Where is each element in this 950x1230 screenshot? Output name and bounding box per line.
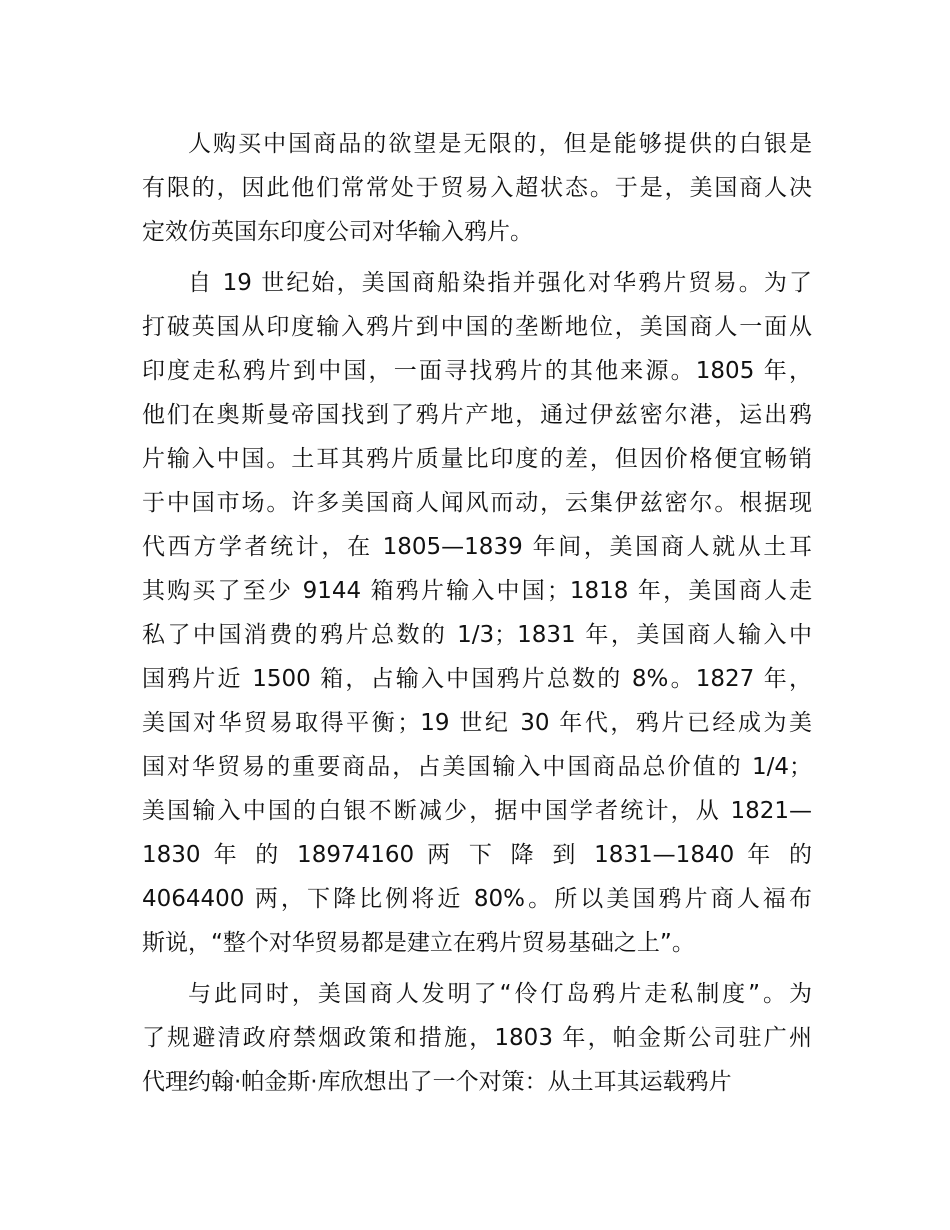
text-line: 人购买中国商品的欲望是无限的，但是能够提供的白银是 [188, 131, 812, 157]
text-line: 打破英国从印度输入鸦片到中国的垄断地位，美国商人一面从 [142, 314, 812, 340]
body-text [142, 122, 812, 1111]
text-line: 代理约翰·帕金斯·库欣想出了一个对策：从土耳其运载鸦片 [142, 1069, 732, 1095]
text-line: 其购买了至少 9144 箱鸦片输入中国；1818 年，美国商人走 [142, 578, 812, 604]
text-line: 美国输入中国的白银不断减少，据中国学者统计，从 1821— [142, 798, 812, 824]
text-line: 1830 年 的 18974160 两 下 降 到 1831—1840 年 的 [142, 842, 812, 868]
text-line: 自 19 世纪始，美国商船染指并强化对华鸦片贸易。为了 [188, 270, 812, 296]
text-line: 美国对华贸易取得平衡；19 世纪 30 年代，鸦片已经成为美 [142, 710, 812, 736]
text-line: 国鸦片近 1500 箱，占输入中国鸦片总数的 8%。1827 年， [142, 666, 812, 692]
text-line: 印度走私鸦片到中国，一面寻找鸦片的其他来源。1805 年， [142, 358, 812, 384]
text-line: 私了中国消费的鸦片总数的 1/3；1831 年，美国商人输入中 [142, 622, 812, 648]
paragraph-2 [142, 261, 812, 965]
text-line: 国对华贸易的重要商品，占美国输入中国商品总价值的 1/4； [142, 754, 812, 780]
text-line: 4064400 两，下降比例将近 80%。所以美国鸦片商人福布 [142, 886, 812, 912]
text-line: 于中国市场。许多美国商人闻风而动，云集伊兹密尔。根据现 [142, 490, 812, 516]
text-line: 斯说，“整个对华贸易都是建立在鸦片贸易基础之上”。 [142, 930, 695, 956]
text-line: 与此同时，美国商人发明了“伶仃岛鸦片走私制度”。为 [188, 981, 812, 1007]
text-line: 了规避清政府禁烟政策和措施，1803 年，帕金斯公司驻广州 [142, 1025, 812, 1051]
paragraph-3 [142, 972, 812, 1104]
text-line: 片输入中国。土耳其鸦片质量比印度的差，但因价格便宜畅销 [142, 446, 812, 472]
text-line: 代西方学者统计，在 1805—1839 年间，美国商人就从土耳 [142, 534, 812, 560]
text-line: 他们在奥斯曼帝国找到了鸦片产地，通过伊兹密尔港，运出鸦 [142, 402, 812, 428]
text-line: 有限的，因此他们常常处于贸易入超状态。于是，美国商人决 [142, 175, 812, 201]
paragraph-1 [142, 122, 812, 254]
text-line: 定效仿英国东印度公司对华输入鸦片。 [142, 219, 533, 245]
